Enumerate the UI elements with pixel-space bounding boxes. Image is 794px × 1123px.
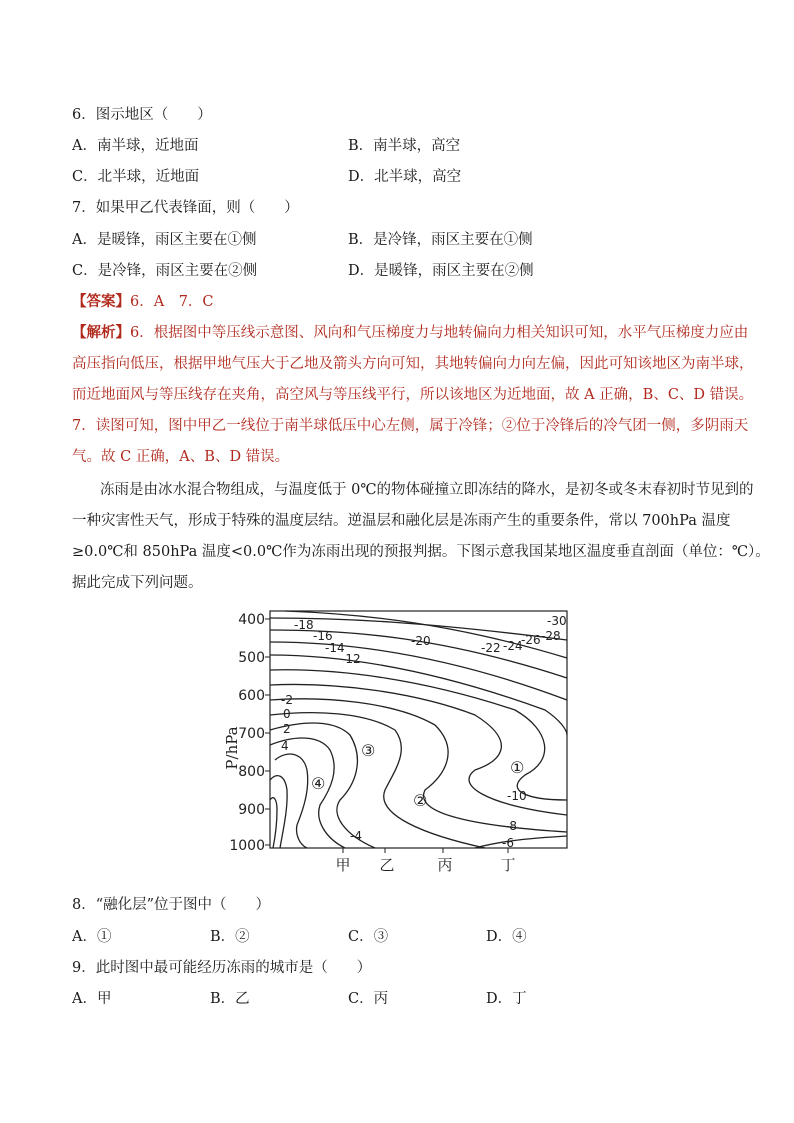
- q8-option-b: B．②: [210, 929, 250, 945]
- isotherm-label: -2: [281, 693, 293, 707]
- q9-option-d: D．丁: [486, 991, 527, 1007]
- analysis-text-1: 6．根据图中等压线示意图、风向和气压梯度力与地转偏向力相关知识可知，水平气压梯度力应由: [130, 325, 749, 341]
- isotherm-label: -28: [541, 629, 561, 643]
- x-category-yi: 乙: [379, 856, 395, 874]
- x-axis: [335, 848, 515, 874]
- q9-stem: 9．此时图中最可能经历冻雨的城市是（ ）: [72, 960, 372, 976]
- intro-line-3: ≥0.0℃和 850hPa 温度<0.0℃作为冻雨出现的预报判据。下图示意我国某地区温度垂直剖面（单位：℃）。: [72, 544, 770, 560]
- x-category-jia: 甲: [335, 856, 351, 874]
- isotherm-label: -22: [481, 641, 501, 655]
- q7-option-c: C．是冷锋，雨区主要在②侧: [72, 263, 258, 279]
- q7-option-d: D．是暖锋，雨区主要在②侧: [348, 263, 534, 279]
- y-tick-label: 1000: [229, 838, 265, 854]
- isotherm-label: -24: [503, 639, 523, 653]
- isotherm-label: -20: [411, 634, 431, 648]
- analysis-line-5: 气。故 C 正确，A、B、D 错误。: [72, 449, 290, 465]
- q9-option-c: C．丙: [348, 991, 389, 1007]
- q8-option-d: D．④: [486, 929, 527, 945]
- isotherm-label: 0: [283, 707, 291, 721]
- region-labels: [311, 741, 524, 810]
- analysis-line-3: 而近地面风与等压线存在夹角，高空风与等压线平行，所以该地区为近地面，故 A 正确，B、C、D 错误。: [72, 387, 754, 403]
- y-axis-label: P/hPa: [223, 726, 241, 770]
- region-label-3: ③: [361, 741, 376, 760]
- q7-option-b: B．是冷锋，雨区主要在①侧: [348, 232, 533, 248]
- isotherm-label: -12: [341, 652, 361, 666]
- isotherm-label: -6: [502, 836, 514, 850]
- answer-tag: 【答案】: [72, 293, 130, 310]
- q8-option-a: A．①: [72, 929, 112, 945]
- y-tick-label: 900: [238, 802, 265, 818]
- x-category-ding: 丁: [500, 856, 516, 874]
- q7-stem: 7．如果甲乙代表锋面，则（ ）: [72, 200, 299, 216]
- isotherm-label: 2: [283, 722, 291, 736]
- y-axis: [223, 612, 270, 854]
- x-category-bing: 丙: [437, 856, 453, 874]
- q9-option-b: B．乙: [210, 991, 250, 1007]
- isotherm-label: 4: [281, 739, 289, 753]
- isotherm-label: -16: [313, 629, 333, 643]
- region-label-4: ④: [311, 774, 326, 793]
- region-label-1: ①: [510, 758, 525, 777]
- isotherm-label: -26: [521, 633, 541, 647]
- q6-option-b: B．南半球，高空: [348, 138, 461, 154]
- analysis-line-4: 7．读图可知，图中甲乙一线位于南半球低压中心左侧，属于冷锋；②位于冷锋后的冷气团一侧，多阴雨天: [72, 418, 749, 434]
- q7-option-a: A．是暖锋，雨区主要在①侧: [72, 232, 257, 248]
- q6-option-a: A．南半球，近地面: [72, 138, 199, 154]
- isotherm-label: -14: [325, 641, 345, 655]
- q6-stem: 6．图示地区（ ）: [72, 107, 212, 123]
- analysis-line-2: 高压指向低压，根据甲地气压大于乙地及箭头方向可知，其地转偏向力向左偏，因此可知该地区为南半球，: [72, 356, 754, 372]
- answer-text: 6．A 7．C: [130, 294, 214, 310]
- q6-option-d: D．北半球，高空: [348, 169, 462, 185]
- intro-line-2: 一种灾害性天气，形成于特殊的温度层结。逆温层和融化层是冻雨产生的重要条件，常以 700hPa 温度: [72, 513, 731, 529]
- q8-option-c: C．③: [348, 929, 389, 945]
- q8-stem: 8．“融化层”位于图中（ ）: [72, 897, 271, 913]
- isotherm-label: -10: [507, 789, 527, 803]
- y-tick-label: 800: [238, 764, 265, 780]
- isotherm-label: -8: [505, 819, 517, 833]
- y-tick-label: 500: [238, 650, 265, 666]
- intro-line-1: 冻雨是由冰水混合物组成，与温度低于 0℃的物体碰撞立即冻结的降水，是初冬或冬末春初时节见到的: [100, 482, 754, 498]
- intro-line-4: 据此完成下列问题。: [72, 575, 203, 591]
- y-tick-label: 400: [238, 612, 265, 628]
- isotherm-label: -18: [294, 618, 314, 632]
- y-tick-label: 600: [238, 688, 265, 704]
- q6-option-c: C．北半球，近地面: [72, 169, 200, 185]
- analysis-line-1: [72, 321, 748, 342]
- temperature-profile-chart: [225, 600, 585, 885]
- analysis-tag: 【解析】: [72, 324, 130, 341]
- y-tick-label: 700: [238, 726, 265, 742]
- isotherm-labels: [281, 614, 567, 850]
- answer-line: [72, 290, 214, 311]
- region-label-2: ②: [413, 791, 428, 810]
- q9-option-a: A．甲: [72, 991, 112, 1007]
- isotherm-label: -4: [350, 829, 362, 843]
- isotherm-label: -30: [547, 614, 567, 628]
